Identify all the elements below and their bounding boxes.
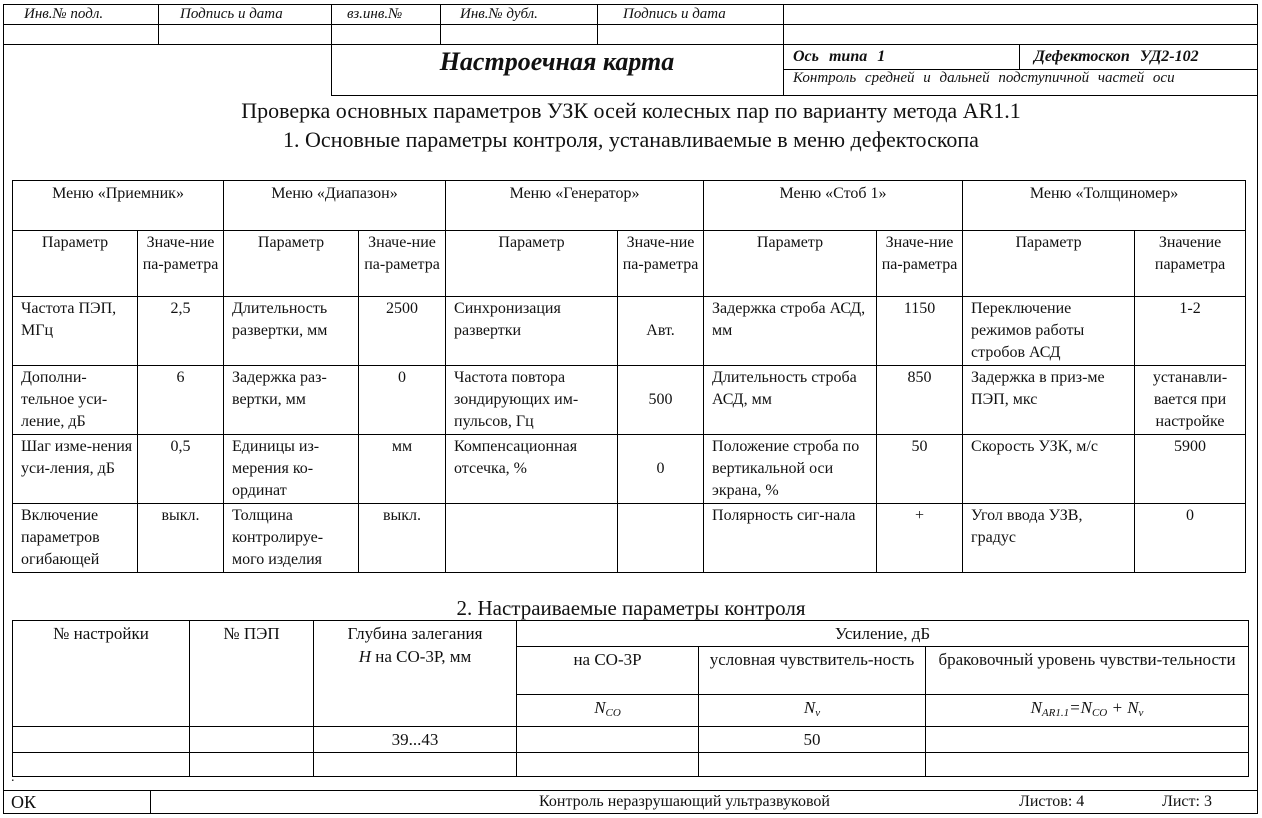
axis-type: Ось типа 1: [793, 48, 886, 65]
table2-cell: [190, 753, 314, 777]
stamp-div-4: [597, 4, 598, 44]
formula-eq-sub: CO: [1091, 707, 1108, 719]
formula-plus: + N: [1107, 698, 1139, 717]
depth-header: [314, 621, 517, 727]
value-cell: мм: [359, 435, 446, 504]
stamp-vz-inv: вз.инв.№: [347, 6, 403, 22]
table-row: [13, 435, 1246, 504]
footer-left: ОК: [11, 792, 37, 812]
menu-parameters-table: [12, 180, 1246, 573]
frame-left: [3, 4, 4, 814]
title-right-div: [1019, 44, 1020, 69]
stamp-div-1: [158, 4, 159, 44]
param-cell: Длительность строба АСД, мм: [704, 366, 877, 435]
formula-nar-sub: AR1.1: [1041, 707, 1070, 719]
param-cell: Длительность развертки, мм: [224, 297, 359, 366]
footer-bottom-line: [3, 813, 1258, 814]
menu-header-row: [13, 181, 1246, 231]
param-cell: Полярность сиг-нала: [704, 504, 877, 573]
param-header: Параметр: [963, 231, 1135, 297]
symbol-nv-sub: v: [815, 707, 821, 719]
on-co-header: на СО-3Р: [517, 647, 699, 695]
value-cell: 6: [138, 366, 224, 435]
page-title: Настроечная карта: [439, 47, 675, 76]
stamp-inv-podl: Инв.№ подл.: [24, 6, 104, 22]
control-scope: Контроль средней и дальней подступичной частей оси: [793, 70, 1175, 86]
symbol-nv: [699, 695, 926, 727]
param-header-row: [13, 231, 1246, 297]
stamp-signature-date-1: Подпись и дата: [180, 6, 283, 22]
footer-sheets: Листов: 4: [1019, 793, 1085, 810]
table-row: [13, 366, 1246, 435]
param-header: Параметр: [224, 231, 359, 297]
menu-range-header: Меню «Диапазон»: [224, 181, 446, 231]
value-cell: устанавли-вается при настройке: [1135, 366, 1246, 435]
frame-right: [1257, 4, 1258, 814]
param-cell: Синхронизация развертки: [446, 297, 618, 366]
main-heading: Проверка основных параметров УЗК осей колесных пар по варианту метода AR1.1: [241, 98, 1021, 123]
footer-top-line: [3, 790, 1258, 791]
stray-dot: .: [11, 770, 15, 785]
value-cell: 0: [1135, 504, 1246, 573]
depth-header-line2: на СО-3Р, мм: [371, 647, 472, 666]
menu-thickness-header: Меню «Толщиномер»: [963, 181, 1246, 231]
symbol-formula: [926, 695, 1249, 727]
table2-cell: [13, 727, 190, 753]
symbol-nv-main: N: [803, 698, 816, 717]
param-cell: Единицы из-мерения ко-ординат: [224, 435, 359, 504]
table2-cell: [13, 753, 190, 777]
frame-top: [3, 4, 1258, 5]
param-cell: Переключение режимов работы стробов АСД: [963, 297, 1135, 366]
table2-cell: 39...43: [314, 727, 517, 753]
param-cell: Дополни-тельное уси-ление, дБ: [13, 366, 138, 435]
reject-level-header: браковочный уровень чувстви-тельности: [926, 647, 1249, 695]
value-cell: 50: [877, 435, 963, 504]
value-cell: выкл.: [138, 504, 224, 573]
footer-center: Контроль неразрушающий ультразвуковой: [539, 793, 830, 810]
tuning-parameters-table: [12, 620, 1249, 777]
param-cell: Частота повтора зондирующих им-пульсов, Гц: [446, 366, 618, 435]
value-cell: 850: [877, 366, 963, 435]
stamp-div-3: [440, 4, 441, 44]
param-cell: Толщина контролируе-мого изделия: [224, 504, 359, 573]
param-cell: Положение строба по вертикальной оси экрана, %: [704, 435, 877, 504]
table2-cell: [699, 753, 926, 777]
table2-cell: [926, 727, 1249, 753]
stamp-bottom-line: [3, 44, 1258, 45]
table2-header-row: [13, 621, 1249, 647]
gain-header: Усиление, дБ: [517, 621, 1249, 647]
param-cell: Компенсационная отсечка, %: [446, 435, 618, 504]
value-header: Значе-ние па-раметра: [877, 231, 963, 297]
param-cell: Задержка раз-вертки, мм: [224, 366, 359, 435]
menu-receiver-header: Меню «Приемник»: [13, 181, 224, 231]
title-bottom-line: [331, 95, 1257, 96]
value-cell: Авт.: [618, 297, 704, 366]
depth-header-line1: Глубина залегания: [347, 624, 483, 643]
value-header: Значение параметра: [1135, 231, 1246, 297]
value-cell: 0: [618, 435, 704, 504]
value-cell: 2500: [359, 297, 446, 366]
value-cell: 500: [618, 366, 704, 435]
setting-number-header: № настройки: [13, 621, 190, 727]
symbol-nco: [517, 695, 699, 727]
table-row: [13, 297, 1246, 366]
value-cell: 1-2: [1135, 297, 1246, 366]
formula-plus-sub: v: [1138, 707, 1144, 719]
param-cell: Задержка в приз-ме ПЭП, мкс: [963, 366, 1135, 435]
param-header: Параметр: [446, 231, 618, 297]
menu-generator-header: Меню «Генератор»: [446, 181, 704, 231]
param-cell: Угол ввода УЗВ, градус: [963, 504, 1135, 573]
param-cell: Включение параметров огибающей: [13, 504, 138, 573]
table2-cell: 50: [699, 727, 926, 753]
conditional-sensitivity-header: условная чувствитель-ность: [699, 647, 926, 695]
param-cell: Скорость УЗК, м/с: [963, 435, 1135, 504]
table-row: [13, 727, 1249, 753]
param-cell: Шаг изме-нения уси-ления, дБ: [13, 435, 138, 504]
table-row: [13, 753, 1249, 777]
value-cell: 1150: [877, 297, 963, 366]
table2-cell: [314, 753, 517, 777]
value-header: Значе-ние па-раметра: [138, 231, 224, 297]
formula-nar: N: [1030, 698, 1042, 717]
value-cell: 5900: [1135, 435, 1246, 504]
value-cell: +: [877, 504, 963, 573]
value-cell: 0: [359, 366, 446, 435]
table-row: [13, 504, 1246, 573]
menu-gate1-header: Меню «Стоб 1»: [704, 181, 963, 231]
value-cell: выкл.: [359, 504, 446, 573]
stamp-mid-line: [3, 24, 1258, 25]
value-header: Значе-ние па-раметра: [359, 231, 446, 297]
table2-cell: [926, 753, 1249, 777]
symbol-nco-main: N: [594, 698, 606, 717]
table2-cell: [190, 727, 314, 753]
table2-cell: [517, 727, 699, 753]
value-header: Значе-ние па-раметра: [618, 231, 704, 297]
section2-heading: 2. Настраиваемые параметры контроля: [456, 596, 806, 620]
footer-sheet: Лист: 3: [1162, 793, 1212, 810]
pep-number-header: № ПЭП: [190, 621, 314, 727]
stamp-div-5: [783, 4, 784, 95]
value-cell: [618, 504, 704, 573]
param-cell: [446, 504, 618, 573]
param-header: Параметр: [13, 231, 138, 297]
symbol-nco-sub: CO: [605, 707, 621, 719]
formula-eq: =N: [1069, 698, 1092, 717]
device-name: Дефектоскоп УД2-102: [1034, 48, 1199, 65]
table2-cell: [517, 753, 699, 777]
depth-symbol: H: [358, 647, 371, 666]
stamp-signature-date-2: Подпись и дата: [623, 6, 726, 22]
param-cell: Задержка строба АСД, мм: [704, 297, 877, 366]
param-header: Параметр: [704, 231, 877, 297]
param-cell: Частота ПЭП, МГц: [13, 297, 138, 366]
section1-heading: 1. Основные параметры контроля, устанавливаемые в меню дефектоскопа: [283, 127, 979, 152]
value-cell: 0,5: [138, 435, 224, 504]
value-cell: 2,5: [138, 297, 224, 366]
stamp-inv-dubl: Инв.№ дубл.: [460, 6, 538, 22]
footer-div: [150, 790, 151, 813]
